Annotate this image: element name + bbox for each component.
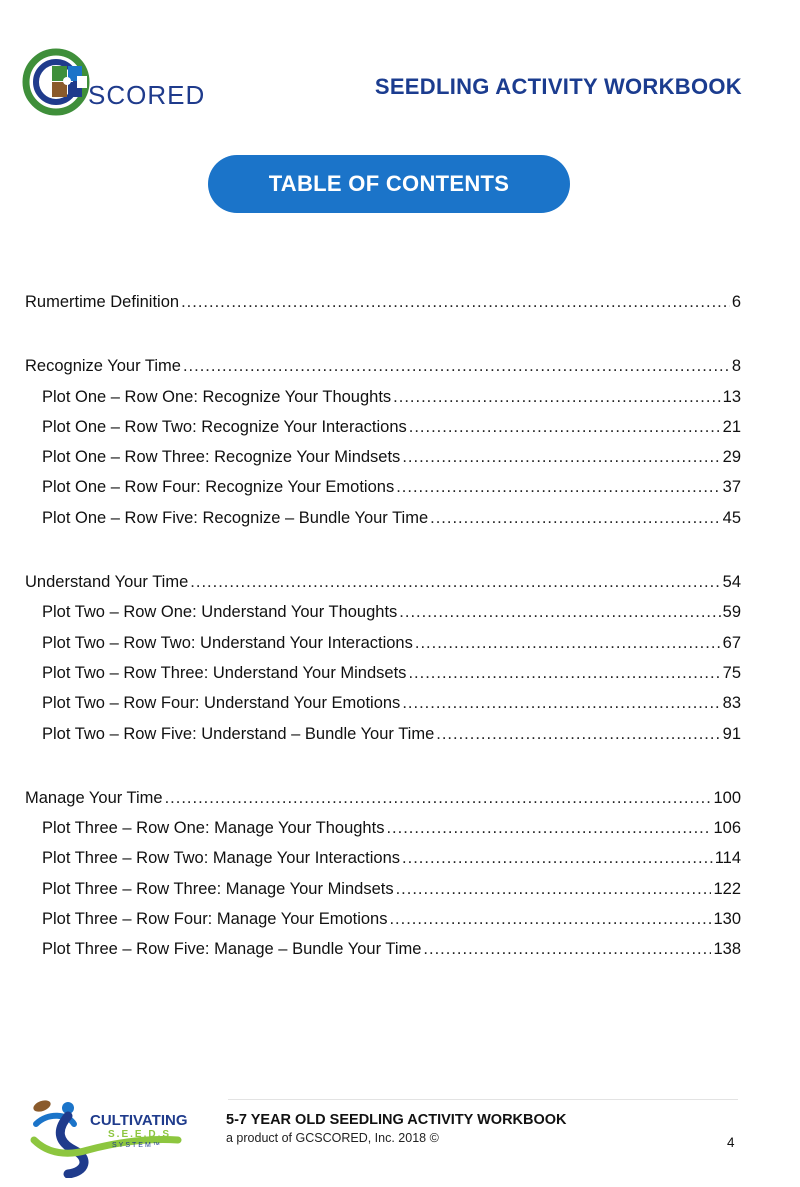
toc-subentry[interactable]: [25, 658, 741, 688]
toc-entry-label: Understand Your Time: [25, 573, 189, 592]
toc-entry-label: Plot Two – Row One: Understand Your Thoughts: [42, 603, 398, 622]
toc-entry-label: Plot Two – Row Four: Understand Your Emotions: [42, 694, 401, 713]
toc-entry[interactable]: [25, 567, 741, 597]
dot-leader: [165, 783, 712, 813]
toc-subentry[interactable]: [25, 688, 741, 718]
toc-entry-label: Plot Two – Row Three: Understand Your Mindsets: [42, 663, 407, 682]
toc-subentry[interactable]: [25, 382, 741, 412]
footer-divider: [228, 1099, 738, 1100]
toc-entry-page: 37: [722, 478, 741, 497]
dot-leader: [436, 719, 720, 749]
toc-entry-page: 59: [722, 603, 741, 622]
toc-entry[interactable]: [25, 287, 741, 317]
toc-section: [25, 287, 741, 317]
toc-entry-label: Manage Your Time: [25, 788, 163, 807]
workbook-title: SEEDLING ACTIVITY WORKBOOK: [374, 74, 742, 99]
toc-entry-label: Rumertime Definition: [25, 293, 180, 311]
dot-leader: [386, 813, 711, 843]
toc-subentry[interactable]: [25, 628, 741, 658]
toc-entry-label: Recognize Your Time: [25, 357, 181, 376]
toc-heading-label: TABLE OF CONTENTS: [268, 171, 510, 196]
footer-logo-system: SYSTEM™: [112, 1142, 162, 1149]
dot-leader: [396, 472, 720, 502]
toc-entry-label: Plot One – Row Three: Recognize Your Mindsets: [42, 448, 401, 467]
toc-heading: [208, 155, 570, 213]
footer-subtitle: a product of GCSCORED, Inc. 2018 ©: [226, 1131, 439, 1145]
toc-subentry[interactable]: [25, 442, 741, 472]
toc-section: [25, 351, 741, 533]
cultivating-seeds-logo-icon: [28, 1094, 198, 1178]
toc-subentry[interactable]: [25, 904, 741, 934]
dot-leader: [393, 382, 720, 412]
dot-leader: [190, 567, 720, 597]
toc-entry-label: Plot Three – Row One: Manage Your Thoughts: [42, 819, 385, 838]
toc-entry-page: 45: [722, 508, 741, 527]
table-of-contents: [25, 287, 741, 999]
toc-subentry[interactable]: [25, 597, 741, 627]
toc-entry-page: 100: [713, 788, 741, 807]
toc-entry-label: Plot One – Row Four: Recognize Your Emotions: [42, 478, 395, 497]
toc-subentry[interactable]: [25, 843, 741, 873]
toc-entry-page: 114: [714, 849, 741, 868]
page-number: 4: [727, 1135, 735, 1150]
logo-wordmark: SCORED: [88, 80, 206, 110]
footer-logo-seeds: S.E.E.D.S: [108, 1129, 172, 1140]
toc-subentry[interactable]: [25, 719, 741, 749]
dot-leader: [181, 287, 730, 317]
toc-entry-page: 29: [722, 448, 741, 467]
dot-leader: [402, 843, 713, 873]
toc-entry-page: 6: [731, 293, 741, 311]
toc-entry-page: 13: [722, 387, 741, 406]
toc-entry-label: Plot Three – Row Five: Manage – Bundle Your Time: [42, 940, 422, 959]
toc-entry-page: 83: [722, 694, 741, 713]
dot-leader: [402, 442, 720, 472]
toc-entry-page: 8: [731, 357, 741, 376]
toc-subentry[interactable]: [25, 934, 741, 964]
dot-leader: [396, 874, 712, 904]
cultivating-seeds-logo: [28, 1094, 198, 1178]
toc-entry-page: 91: [722, 724, 741, 743]
toc-section: [25, 567, 741, 749]
toc-entry-label: Plot Three – Row Three: Manage Your Mindsets: [42, 879, 394, 898]
dot-leader: [430, 503, 721, 533]
toc-entry-page: 106: [713, 819, 741, 838]
dot-leader: [389, 904, 711, 934]
toc-entry-label: Plot One – Row Two: Recognize Your Interactions: [42, 417, 407, 436]
dot-leader: [402, 688, 720, 718]
toc-subentry[interactable]: [25, 412, 741, 442]
toc-subentry[interactable]: [25, 503, 741, 533]
toc-entry-page: 54: [722, 573, 741, 592]
dot-leader: [183, 351, 730, 381]
toc-entry-label: Plot Two – Row Two: Understand Your Interactions: [42, 633, 413, 652]
dot-leader: [423, 934, 711, 964]
dot-leader: [408, 658, 720, 688]
toc-entry-page: 138: [713, 940, 741, 959]
toc-entry-label: Plot One – Row Five: Recognize – Bundle Your Time: [42, 508, 429, 527]
toc-entry-page: 75: [722, 663, 741, 682]
toc-entry-label: Plot Two – Row Five: Understand – Bundle Your Time: [42, 724, 435, 743]
footer-title: 5-7 YEAR OLD SEEDLING ACTIVITY WORKBOOK: [226, 1112, 567, 1128]
toc-entry-page: 122: [713, 879, 741, 898]
dot-leader: [409, 412, 721, 442]
toc-subentry[interactable]: [25, 472, 741, 502]
toc-entry-page: 67: [722, 633, 741, 652]
footer-logo-word: CULTIVATING: [90, 1112, 188, 1129]
toc-entry-page: 130: [713, 910, 741, 929]
toc-entry-page: 21: [722, 417, 741, 436]
toc-entry-label: Plot One – Row One: Recognize Your Thoughts: [42, 387, 392, 406]
toc-entry-label: Plot Three – Row Four: Manage Your Emotions: [42, 910, 388, 929]
dot-leader: [415, 628, 721, 658]
toc-subentry[interactable]: [25, 813, 741, 843]
toc-section: [25, 783, 741, 965]
gcscored-logo: [22, 48, 206, 116]
dot-leader: [399, 597, 720, 627]
toc-entry[interactable]: [25, 783, 741, 813]
toc-entry-label: Plot Three – Row Two: Manage Your Interactions: [42, 849, 401, 868]
toc-entry[interactable]: [25, 351, 741, 381]
toc-subentry[interactable]: [25, 874, 741, 904]
